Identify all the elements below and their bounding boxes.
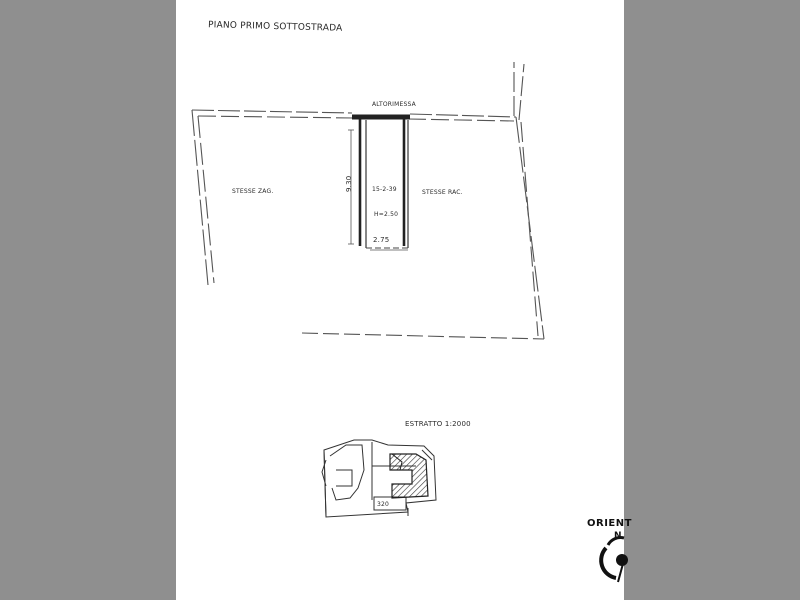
outer-wall: [192, 62, 544, 339]
estratto-hatched-block: [390, 454, 428, 498]
room-height: H=2.50: [374, 211, 399, 218]
vertical-dimension: 9.30: [345, 175, 353, 192]
compass-icon: [601, 538, 628, 582]
garage-unit: [345, 117, 410, 250]
north-label: N: [614, 531, 622, 541]
orientation-label: ORIENT: [587, 518, 632, 529]
floor-plan-drawing: [176, 0, 624, 600]
plan-title: PIANO PRIMO SOTTOSTRADA: [207, 20, 343, 34]
estratto-title: ESTRATTO 1:2000: [405, 420, 471, 428]
estratto-box-number: 320: [377, 501, 390, 508]
right-neighbor-label: STESSE RAC.: [422, 189, 463, 196]
drawing-sheet: [176, 0, 632, 600]
top-label: ALTORIMESSA: [372, 101, 416, 108]
room-number: 15-2-39: [372, 186, 397, 193]
left-neighbor-label: STESSE ZAG.: [232, 188, 274, 195]
bottom-dimension: 2.75: [373, 236, 390, 244]
